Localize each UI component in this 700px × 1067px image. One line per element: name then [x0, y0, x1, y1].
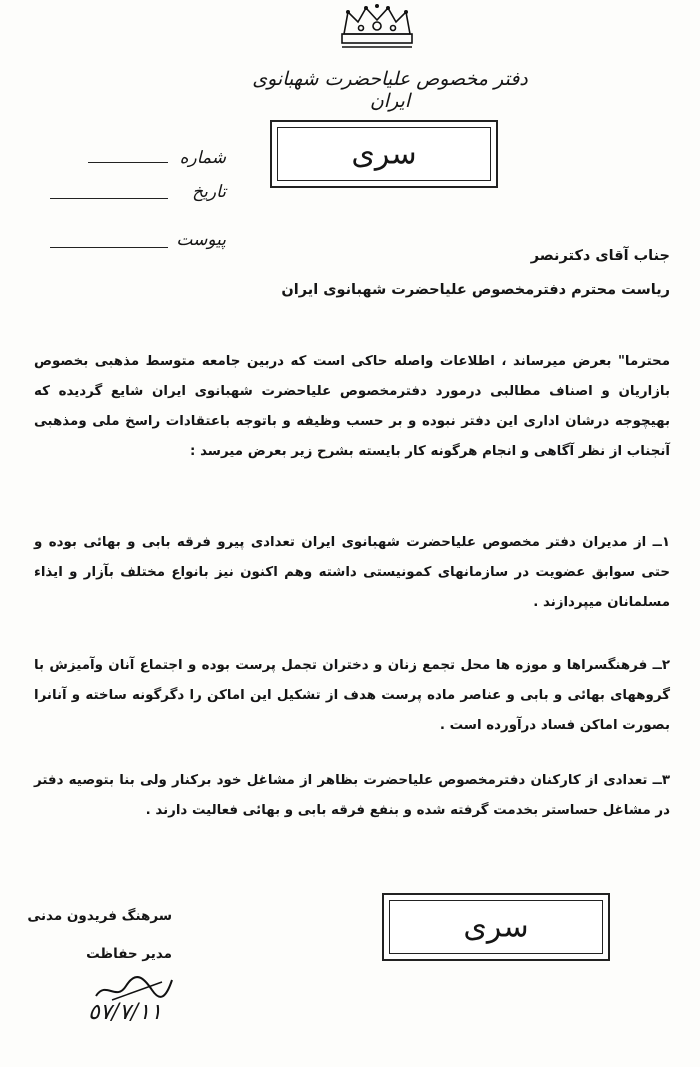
secret-stamp	[270, 120, 498, 188]
date-label: تاریخ	[192, 182, 226, 202]
secret-stamp-text: سری	[351, 136, 417, 172]
office-letterhead: دفتر مخصوص علیاحضرت شهبانوی ایران	[252, 68, 528, 112]
item-three: ٣ــ تعدادی از کارکنان دفترمخصوص علیاحضرت بظاهر از مشاغل خود برکنار ولی بنا بتوصیه دفتر در مشاغل حساستر بخدمت گرفته شده و بنفع فرقه بابی و بهائی فعالیت دارند .	[34, 773, 670, 818]
item-two: ٢ــ فرهنگسراها و موزه ها محل تجمع زنان و دختران تجمل پرست بوده و اجتماع آنان وآمیزش با گروههای بهائی و بابی و عناصر ماده پرست هدف از تشکیل این اماکن را دگرگونه ساخته و آنانرا بصورت اماکن فساد درآورده است .	[34, 658, 670, 733]
date-line	[50, 198, 168, 199]
crown-emblem-icon	[336, 4, 418, 50]
enclosure-line	[50, 247, 168, 248]
secret-stamp-bottom-text: سری	[463, 909, 529, 945]
recipient-title: ریاست محترم دفترمخصوص علیاحضرت شهبانوی ایران	[281, 282, 670, 298]
secret-stamp-bottom	[382, 893, 610, 961]
recipient-name: جناب آقای دکترنصر	[530, 248, 670, 264]
enclosure-label: پیوست	[176, 230, 226, 250]
signer-position: مدیر حفاظت	[86, 946, 172, 962]
handwritten-date: ٥٧/٧/١١	[88, 1000, 162, 1025]
number-line	[88, 162, 168, 163]
item-one: ١ــ از مدیران دفتر مخصوص علیاحضرت شهبانوی ایران تعدادی پیرو فرقه بابی و بهائی بوده و حتی سوابق عضویت در سازمانهای کمونیستی داشته وهم اکنون نیز بانواع مختلف بآزار و ایذاء مسلمانان میپردازند .	[34, 535, 670, 610]
signer-name: سرهنگ فریدون مدنی	[27, 908, 172, 924]
number-label: شماره	[179, 148, 226, 168]
intro-paragraph: محترما" بعرض میرساند ، اطلاعات واصله حاکی است که دربین جامعه متوسط مذهبی بخصوص بازاریان و اصناف مطالبی درمورد دفترمخصوص علیاحضرت شهبانوی ایران شایع گردیده که بهیچوجه درشان اداری این دفتر نبوده و بر حسب وظیفه و باتوجه باعتقادات راسخ ملی ومذهبی آنجناب از نظر آگاهی و انجام هرگونه کار بایسته بشرح زیر بعرض میرسد :	[34, 354, 670, 459]
